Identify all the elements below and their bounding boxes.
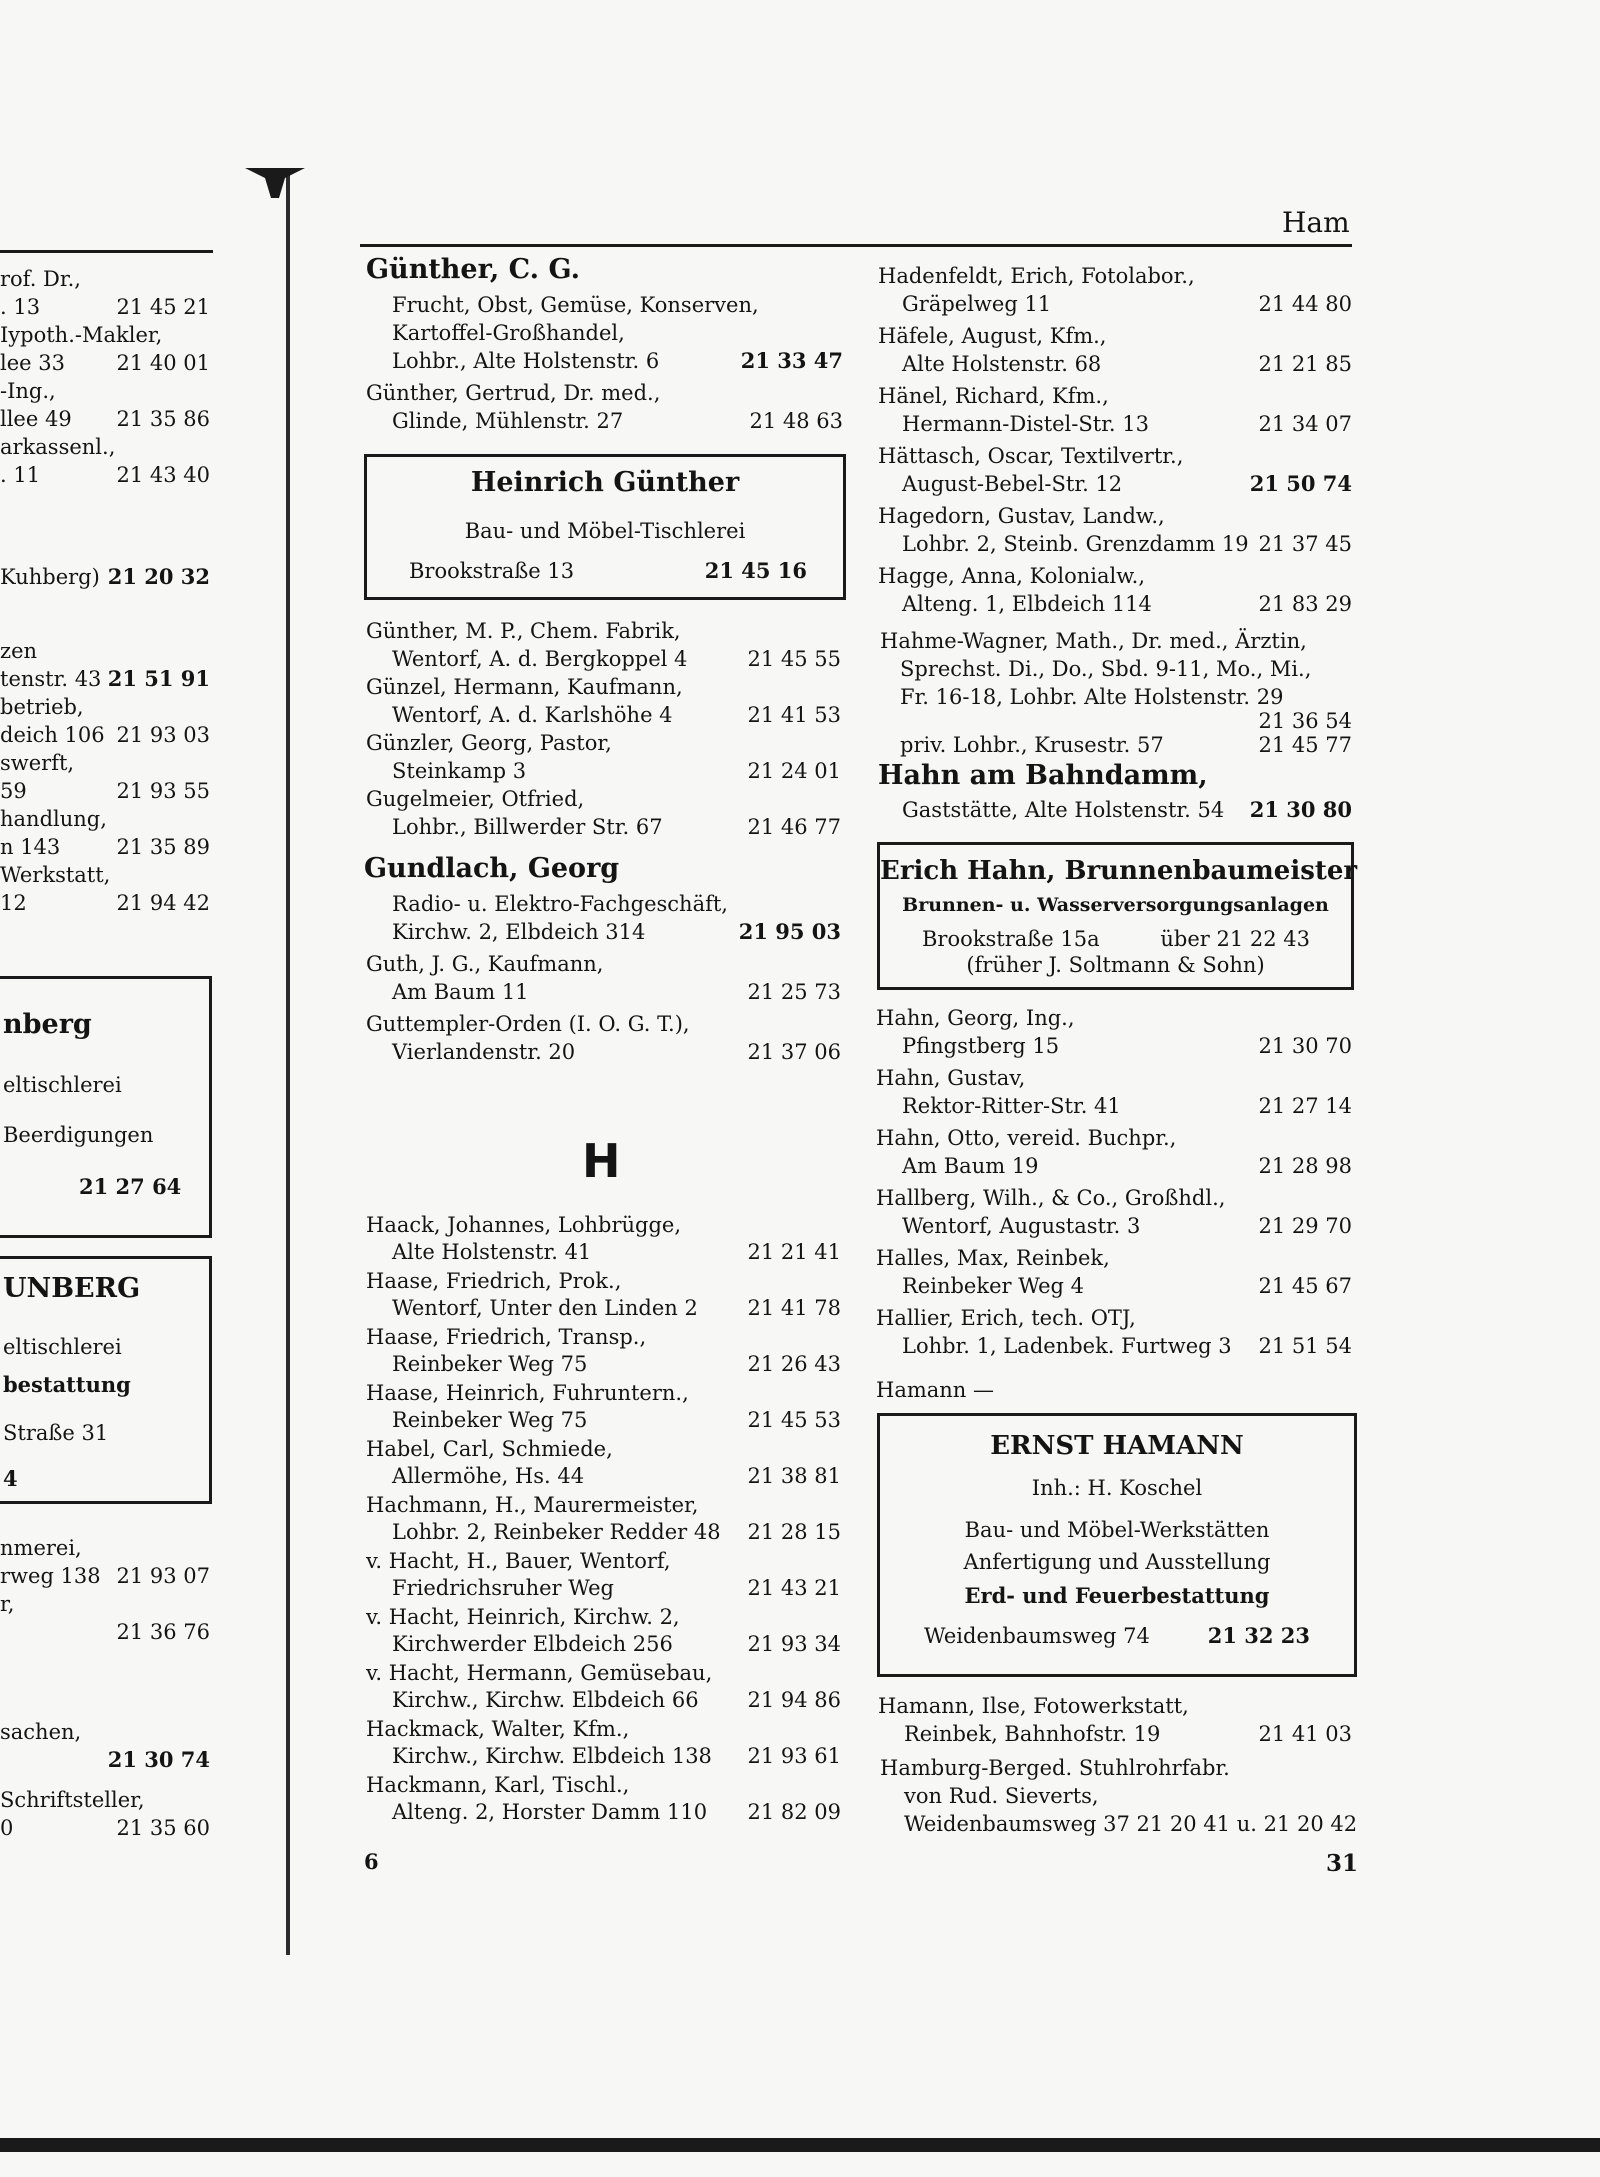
entry-address: August-Bebel-Str. 12 <box>902 472 1123 496</box>
page-header: Ham <box>1282 206 1350 239</box>
entry-name: Hagge, Anna, Kolonialw., <box>878 564 1146 588</box>
left-page-rule <box>0 250 213 253</box>
entry-phone: 21 51 54 <box>1258 1334 1352 1358</box>
entry-line: Kartoffel-Großhandel, <box>392 321 625 345</box>
entry-line: Kirchw. 2, Elbdeich 314 <box>392 920 646 944</box>
entry-phone: 21 93 34 <box>747 1632 841 1656</box>
entry-name-hahn-bahndamm: Hahn am Bahndamm, <box>878 760 1208 791</box>
entry-name-guenther-cg: Günther, C. G. <box>366 254 580 285</box>
left-fragment-text: Iypoth.-Makler, <box>0 323 163 347</box>
entry-phone: 21 21 41 <box>747 1240 841 1264</box>
entry-address: Alteng. 1, Elbdeich 114 <box>902 592 1152 616</box>
entry-address: Steinkamp 3 <box>392 759 527 783</box>
ad-owner: Inh.: H. Koschel <box>1031 1476 1203 1500</box>
entry-phone: 21 41 53 <box>747 703 841 727</box>
left-ad-phone: 21 27 64 <box>79 1174 182 1199</box>
ad-address: Brookstraße 15a <box>922 927 1100 951</box>
left-fragment-text: Kuhberg) <box>0 565 100 589</box>
entry-name: Hadenfeldt, Erich, Fotolabor., <box>878 264 1195 288</box>
ad-line: Bau- und Möbel-Werkstätten <box>964 1518 1270 1542</box>
left-fragment-text: rof. Dr., <box>0 267 81 291</box>
entry-name: Hahn, Gustav, <box>876 1066 1026 1090</box>
entry-phone: 21 28 15 <box>747 1520 841 1544</box>
entry-name: Haase, Heinrich, Fuhruntern., <box>366 1381 689 1405</box>
left-ad-line: Straße 31 <box>3 1421 109 1445</box>
entry-line: Hamburg-Berged. Stuhlrohrfabr. <box>880 1756 1230 1780</box>
left-ad-line: 4 <box>3 1466 18 1491</box>
entry-name: Günzler, Georg, Pastor, <box>366 731 612 755</box>
left-fragment-phone: 21 40 01 <box>116 351 210 375</box>
entry-name: Günzel, Hermann, Kaufmann, <box>366 675 683 699</box>
left-fragment-text: -Ing., <box>0 379 56 403</box>
left-ad-line: Beerdigungen <box>3 1123 154 1147</box>
entry-address: Gräpelweg 11 <box>902 292 1052 316</box>
ad-box-ernst-hamann <box>877 1413 1357 1677</box>
entry-phone: 21 41 78 <box>747 1296 841 1320</box>
entry-name: v. Hacht, Heinrich, Kirchw. 2, <box>366 1605 680 1629</box>
entry-phone: 21 50 74 <box>1249 471 1352 496</box>
entry-name: Hänel, Richard, Kfm., <box>878 384 1109 408</box>
entry-line: Vierlandenstr. 20 <box>392 1040 576 1064</box>
entry-name: Günther, M. P., Chem. Fabrik, <box>366 619 681 643</box>
entry-phone: 21 38 81 <box>747 1464 841 1488</box>
entry-address: Hermann-Distel-Str. 13 <box>902 412 1149 436</box>
left-fragment-text: 0 <box>0 1816 14 1840</box>
entry-name: v. Hacht, Hermann, Gemüsebau, <box>366 1661 713 1685</box>
ad-note: (früher J. Soltmann & Sohn) <box>966 953 1265 977</box>
entry-address: Pfingstberg 15 <box>902 1034 1060 1058</box>
left-fragment-text: tenstr. 43 <box>0 667 102 691</box>
entry-line: Glinde, Mühlenstr. 27 <box>392 409 624 433</box>
entry-name: Hahn, Otto, vereid. Buchpr., <box>876 1126 1177 1150</box>
spine-clip-mark <box>245 168 305 198</box>
entry-phone: 21 37 06 <box>747 1040 841 1064</box>
entry-phone: 21 28 98 <box>1258 1154 1352 1178</box>
entry-line: Lohbr., Alte Holstenstr. 6 <box>392 349 660 373</box>
entry-phone: 21 21 85 <box>1258 352 1352 376</box>
entry-address: Wentorf, Unter den Linden 2 <box>392 1296 698 1320</box>
section-letter: H <box>582 1134 621 1188</box>
entry-address: Lohbr., Billwerder Str. 67 <box>392 815 663 839</box>
entry-name: Häfele, August, Kfm., <box>878 324 1107 348</box>
entry-name: Hackmann, Karl, Tischl., <box>366 1773 630 1797</box>
left-fragment-phone: 21 51 91 <box>107 666 210 691</box>
entry-phone: 21 34 07 <box>1258 412 1352 436</box>
ad-address: Weidenbaumsweg 74 <box>924 1624 1150 1648</box>
left-ad-box-2 <box>0 1256 212 1504</box>
left-ad-line: bestattung <box>3 1372 131 1397</box>
entry-line: Fr. 16-18, Lohbr. Alte Holstenstr. 29 <box>900 685 1284 709</box>
entry-name: Hallberg, Wilh., & Co., Großhdl., <box>876 1186 1226 1210</box>
left-ad-title: UNBERG <box>3 1273 141 1304</box>
entry-phone: 21 95 03 <box>738 919 841 944</box>
left-fragment-text: zen <box>0 639 38 663</box>
entry-address: Friedrichsruher Weg <box>392 1576 614 1600</box>
left-fragment-phone: 21 93 55 <box>116 779 210 803</box>
entry-name: Habel, Carl, Schmiede, <box>366 1437 613 1461</box>
entry-phone: 21 48 63 <box>749 409 843 433</box>
left-fragment-text: rweg 138 <box>0 1564 101 1588</box>
left-fragment-phone: 21 93 03 <box>116 723 210 747</box>
entry-name: v. Hacht, H., Bauer, Wentorf, <box>366 1549 671 1573</box>
entry-line: Frucht, Obst, Gemüse, Konserven, <box>392 293 759 317</box>
entry-line: priv. Lohbr., Krusestr. 57 <box>900 733 1164 757</box>
ad-phone: über 21 22 43 <box>1160 927 1310 951</box>
ad-box-heinrich-guenther <box>364 454 846 600</box>
left-fragment-text: r, <box>0 1592 15 1616</box>
entry-address: Reinbeker Weg 75 <box>392 1408 588 1432</box>
entry-name: Halles, Max, Reinbek, <box>876 1246 1110 1270</box>
left-ad-line: eltischlerei <box>3 1073 122 1097</box>
page-spine <box>286 175 290 1955</box>
entry-phone: 21 45 67 <box>1258 1274 1352 1298</box>
left-fragment-text: 12 <box>0 891 27 915</box>
left-fragment-text: n 143 <box>0 835 61 859</box>
entry-line: von Rud. Sieverts, <box>904 1784 1099 1808</box>
entry-name-gundlach: Gundlach, Georg <box>364 853 620 884</box>
left-ad-title: nberg <box>3 1009 92 1040</box>
entry-phone: 21 27 14 <box>1258 1094 1352 1118</box>
entry-phone: 21 29 70 <box>1258 1214 1352 1238</box>
entry-name: Hackmack, Walter, Kfm., <box>366 1717 630 1741</box>
entry-line: Reinbek, Bahnhofstr. 19 <box>904 1722 1161 1746</box>
left-ad-box-1 <box>0 976 212 1238</box>
entry-address: Allermöhe, Hs. 44 <box>392 1464 585 1488</box>
entry-address: Reinbeker Weg 4 <box>902 1274 1084 1298</box>
left-fragment-text: 59 <box>0 779 27 803</box>
entry-line: Hamann, Ilse, Fotowerkstatt, <box>878 1694 1189 1718</box>
entry-phone: 21 83 29 <box>1258 592 1352 616</box>
entry-line: Gaststätte, Alte Holstenstr. 54 <box>902 798 1225 822</box>
entry-line: Am Baum 11 <box>392 980 529 1004</box>
left-fragment-text: betrieb, <box>0 695 84 719</box>
entry-name: Haase, Friedrich, Transp., <box>366 1325 647 1349</box>
entry-phone: 21 25 73 <box>747 980 841 1004</box>
footer-mark: 6 <box>364 1849 379 1874</box>
ad-line: Erd- und Feuerbestattung <box>964 1583 1270 1608</box>
ad-line: Anfertigung und Ausstellung <box>963 1550 1271 1574</box>
entry-address: Alte Holstenstr. 68 <box>902 352 1102 376</box>
entry-address: Kirchw., Kirchw. Elbdeich 138 <box>392 1744 712 1768</box>
entry-phone: 21 82 09 <box>747 1800 841 1824</box>
header-rule <box>360 244 1352 247</box>
ad-title: Erich Hahn, Brunnenbaumeister <box>880 856 1358 886</box>
left-fragment-text: llee 49 <box>0 407 72 431</box>
entry-line: Günther, Gertrud, Dr. med., <box>366 381 661 405</box>
entry-phone: 21 33 47 <box>740 348 843 373</box>
page-number: 31 <box>1326 1850 1359 1877</box>
left-fragment-text: arkassenl., <box>0 435 116 459</box>
entry-phone: 21 30 80 <box>1249 797 1352 822</box>
entry-address: Alteng. 2, Horster Damm 110 <box>392 1800 708 1824</box>
entry-address: Lohbr. 2, Steinb. Grenzdamm 19 <box>902 532 1249 556</box>
entry-phone: 21 44 80 <box>1258 292 1352 316</box>
left-fragment-text: Werkstatt, <box>0 863 111 887</box>
entry-line: Weidenbaumsweg 37 21 20 41 u. 21 20 42 <box>904 1812 1358 1836</box>
entry-phone: 21 45 55 <box>747 647 841 671</box>
ad-subtitle: Brunnen- u. Wasserversorgungsanlagen <box>902 894 1329 916</box>
left-fragment-phone: 21 35 89 <box>116 835 210 859</box>
entry-address: Alte Holstenstr. 41 <box>392 1240 592 1264</box>
ad-title: Heinrich Günther <box>470 467 740 498</box>
entry-name: Haase, Friedrich, Prok., <box>366 1269 622 1293</box>
entry-name: Hahn, Georg, Ing., <box>876 1006 1075 1030</box>
left-fragment-text: Schriftsteller, <box>0 1788 145 1812</box>
entry-phone: 21 46 77 <box>747 815 841 839</box>
entry-phone: 21 36 54 <box>1258 709 1352 733</box>
entry-address: Kirchwerder Elbdeich 256 <box>392 1632 673 1656</box>
ad-box-erich-hahn <box>877 842 1358 990</box>
left-fragment-phone: 21 94 42 <box>116 891 210 915</box>
entry-address: Rektor-Ritter-Str. 41 <box>902 1094 1121 1118</box>
entry-line: Hahme-Wagner, Math., Dr. med., Ärztin, <box>880 629 1307 653</box>
entry-name: Hallier, Erich, tech. OTJ, <box>876 1306 1136 1330</box>
entry-line: Hamann — <box>876 1378 994 1402</box>
entry-name: Gugelmeier, Otfried, <box>366 787 585 811</box>
left-fragment-text: deich 106 <box>0 723 105 747</box>
entry-address: Wentorf, Augustastr. 3 <box>902 1214 1141 1238</box>
left-fragment-phone: 21 20 32 <box>107 564 210 589</box>
left-fragment-phone: 21 35 60 <box>116 1816 210 1840</box>
left-fragment-phone: 21 93 07 <box>116 1564 210 1588</box>
entry-line: Guttempler-Orden (I. O. G. T.), <box>366 1012 690 1036</box>
entry-address: Lohbr. 1, Ladenbek. Furtweg 3 <box>902 1334 1232 1358</box>
entry-line: Sprechst. Di., Do., Sbd. 9-11, Mo., Mi., <box>900 657 1312 681</box>
entry-phone: 21 37 45 <box>1258 532 1352 556</box>
ad-subtitle: Bau- und Möbel-Tischlerei <box>464 519 746 543</box>
left-fragment-phone: 21 35 86 <box>116 407 210 431</box>
ad-phone: 21 45 16 <box>704 558 807 583</box>
entry-address: Am Baum 19 <box>902 1154 1039 1178</box>
entry-address: Kirchw., Kirchw. Elbdeich 66 <box>392 1688 699 1712</box>
left-fragment-text: sachen, <box>0 1720 82 1744</box>
entry-address: Reinbeker Weg 75 <box>392 1352 588 1376</box>
entry-address: Lohbr. 2, Reinbeker Redder 48 <box>392 1520 721 1544</box>
entry-address: Wentorf, A. d. Bergkoppel 4 <box>392 647 688 671</box>
left-fragment-text: handlung, <box>0 807 107 831</box>
entry-name: Hagedorn, Gustav, Landw., <box>878 504 1165 528</box>
entry-name: Hachmann, H., Maurermeister, <box>366 1493 699 1517</box>
scan-bottom-edge <box>0 2138 1600 2152</box>
ad-phone: 21 32 23 <box>1207 1623 1310 1648</box>
left-fragment-text: nmerei, <box>0 1536 82 1560</box>
entry-name: Hättasch, Oscar, Textilvertr., <box>878 444 1184 468</box>
ad-address: Brookstraße 13 <box>409 559 575 583</box>
left-fragment-phone: 21 45 21 <box>116 295 210 319</box>
entry-line: Guth, J. G., Kaufmann, <box>366 952 604 976</box>
entry-phone: 21 26 43 <box>747 1352 841 1376</box>
entry-phone: 21 45 77 <box>1258 733 1352 757</box>
entry-phone: 21 30 70 <box>1258 1034 1352 1058</box>
entry-line: Radio- u. Elektro-Fachgeschäft, <box>392 892 728 916</box>
left-fragment-phone: 21 43 40 <box>116 463 210 487</box>
entry-phone: 21 43 21 <box>747 1576 841 1600</box>
left-fragment-text: . 13 <box>0 295 41 319</box>
left-fragment-text: swerft, <box>0 751 75 775</box>
left-fragment-phone: 21 30 74 <box>107 1747 210 1772</box>
ad-title: ERNST HAMANN <box>990 1431 1244 1461</box>
left-fragment-text: . 11 <box>0 463 41 487</box>
entry-phone: 21 45 53 <box>747 1408 841 1432</box>
entry-name: Haack, Johannes, Lohbrügge, <box>366 1213 682 1237</box>
left-fragment-text: lee 33 <box>0 351 65 375</box>
entry-phone: 21 94 86 <box>747 1688 841 1712</box>
entry-phone: 21 41 03 <box>1258 1722 1352 1746</box>
left-fragment-phone: 21 36 76 <box>116 1620 210 1644</box>
entry-address: Wentorf, A. d. Karlshöhe 4 <box>392 703 673 727</box>
entry-phone: 21 24 01 <box>747 759 841 783</box>
entry-phone: 21 93 61 <box>747 1744 841 1768</box>
left-ad-line: eltischlerei <box>3 1335 122 1359</box>
